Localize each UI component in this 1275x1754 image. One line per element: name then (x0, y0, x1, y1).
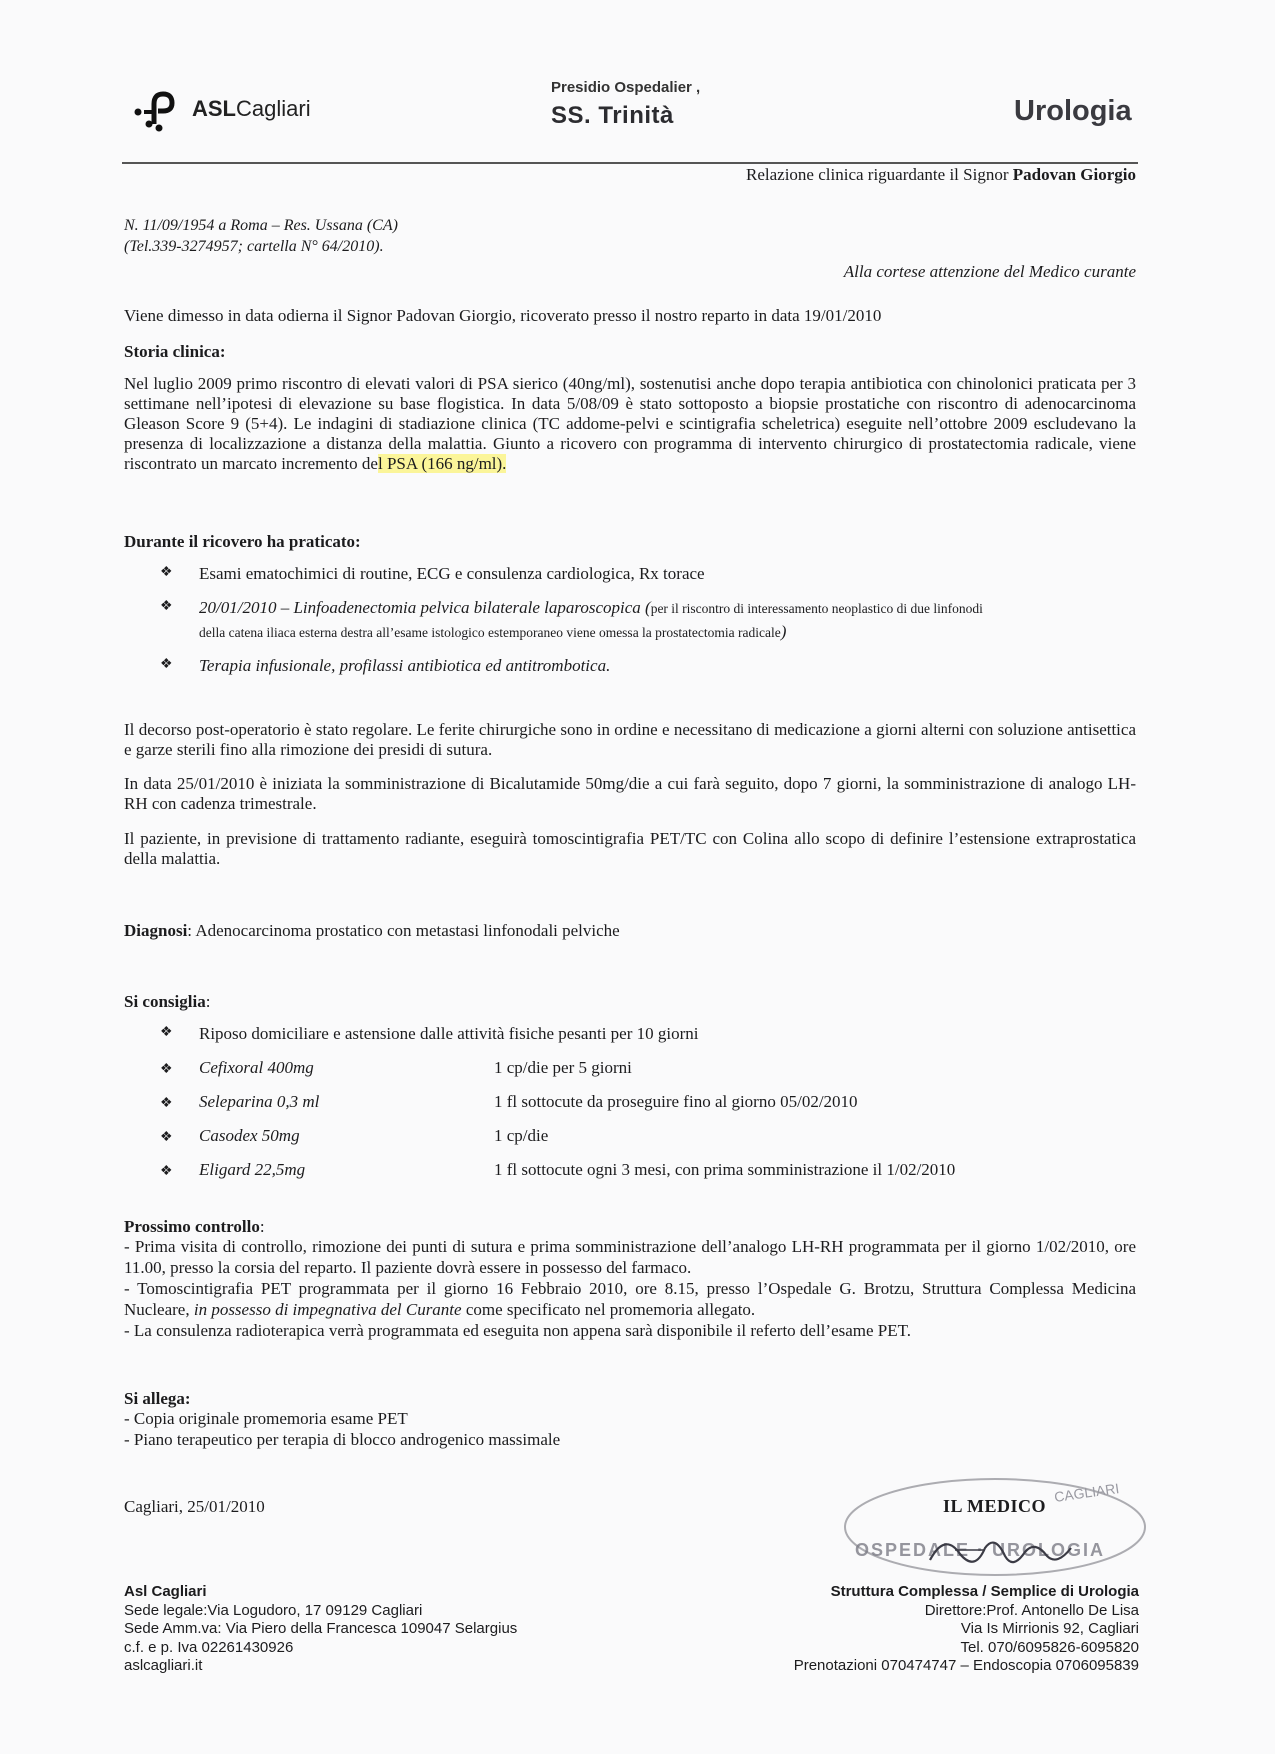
place-date: Cagliari, 25/01/2010 (124, 1497, 265, 1516)
allega-list: - Copia originale promemoria esame PET - Piano terapeutico per terapia di blocco androgenico massimale (124, 1409, 561, 1449)
header-divider (122, 162, 1138, 164)
footer-asl-info: Asl Cagliari Sede legale:Via Logudoro, 17 09129 Cagliari Sede Amm.va: Via Piero della Francesca 109047 Selargius c.f. e p. Iva 02261430926 aslcagliari.it (124, 1583, 518, 1674)
bullet-icon: ❖ (160, 657, 173, 672)
bullet-icon: ❖ (160, 1062, 173, 1077)
hospital-name: SS. Trinità (551, 102, 674, 129)
prescription-row: ❖ Cefixoral 400mg 1 cp/die per 5 giorni (160, 1058, 632, 1077)
controllo-heading: Prossimo controllo: (124, 1217, 265, 1236)
bullet-icon: ❖ (160, 1164, 173, 1179)
patient-name: Padovan Giorgio (1012, 165, 1136, 184)
psa-highlight: l PSA (166 ng/ml). (377, 454, 507, 473)
asl-logo-icon (130, 82, 186, 138)
attention-line: Alla cortese attenzione del Medico curante (843, 262, 1136, 281)
ricovero-heading: Durante il ricovero ha praticato: (124, 532, 361, 551)
department-title: Urologia (1014, 95, 1132, 127)
discharge-text: Viene dimesso in data odierna il Signor Padovan Giorgio, ricoverato presso il nostro reparto in data 19/01/2010 (124, 306, 882, 325)
svg-text:CAGLIARI: CAGLIARI (1053, 1480, 1121, 1505)
controllo-text: - Prima visita di controllo, rimozione dei punti di sutura e prima somministrazione dell’analogo LH-RH programmata per il giorno 1/02/2010, ore 11.00, presso la corsia del reparto. Il paziente dovrà essere in possesso del farmaco. - Tomoscintigrafia PET programmata per il giorno 16 Febbraio 2010, ore 8.15, presso l’Ospedale G. Brotzu, Struttura Complessa Medicina Nucleare, in possesso di impegnativa del Curante come specificato nel promemoria allegato. - La consulenza radioterapica verrà programmata ed eseguita non appena sarà disponibile il referto dell’esame PET. (124, 1237, 1136, 1340)
footer-urologia-info: Struttura Complessa / Semplice di Urologia Direttore:Prof. Antonello De Lisa Via Is Mirrionis 92, Cagliari Tel. 070/6095826-6095820 Prenotazioni 070474747 – Endoscopia 0706095839 (793, 1583, 1139, 1674)
bullet-icon: ❖ (160, 1096, 173, 1111)
pet-text: Il paziente, in previsione di trattamento radiante, eseguirà tomoscintigrafia PET/TC con Colina allo scopo di definire l’estensione extraprostatica della malattia. (124, 829, 1136, 868)
svg-text:OSPEDALE · UROLOGIA: OSPEDALE · UROLOGIA (855, 1540, 1106, 1560)
presidio-label: Presidio Ospedalier , (551, 79, 701, 96)
bullet-icon: ❖ (160, 565, 173, 580)
hospital-stamp (835, 1472, 1165, 1582)
bullet-icon: ❖ (160, 1130, 173, 1145)
bullet-icon: ❖ (160, 599, 173, 614)
bicalutamide-text: In data 25/01/2010 è iniziata la somministrazione di Bicalutamide 50mg/die a cui farà seguito, dopo 7 giorni, la somministrazione di analogo LH-RH con cadenza trimestrale. (124, 774, 1136, 813)
decorso-text: Il decorso post-operatorio è stato regolare. Le ferite chirurgiche sono in ordine e necessitano di medicazione a giorni alterni con soluzione antisettica e garze sterili fino alla rimozione dei presidi di sutura. (124, 720, 1136, 759)
patient-info: N. 11/09/1954 a Roma – Res. Ussana (CA) (Tel.339-3274957; cartella N° 64/2010). (124, 217, 398, 255)
logo-text: ASLCagliari (192, 96, 311, 121)
report-subject: Relazione clinica riguardante il Signor Padovan Giorgio (746, 165, 1136, 184)
consiglia-heading: Si consiglia: (124, 992, 211, 1011)
prescription-row: ❖ Casodex 50mg 1 cp/die (160, 1126, 549, 1145)
bullet-icon: ❖ (160, 1025, 173, 1040)
prescription-row: ❖ Seleparina 0,3 ml 1 fl sottocute da proseguire fino al giorno 05/02/2010 (160, 1092, 858, 1111)
storia-heading: Storia clinica: (124, 342, 226, 361)
signature-title: IL MEDICO (943, 1496, 1047, 1516)
diagnosis: Diagnosi: Adenocarcinoma prostatico con metastasi linfonodali pelviche (124, 921, 620, 940)
document-page: ASLCagliari Presidio Ospedalier , SS. Trinità Urologia Relazione clinica riguardante il Signor Padovan Giorgio N. 11/09/1954 a Roma – Res. Ussana (CA) (Tel.339-3274957; cartella N° 64/2010). Alla cortese attenzione del Medico curante Viene dimesso in data odierna il Signor Padovan Giorgio, ricoverato presso il nostro reparto in data 19/01/2010 Storia clinica: Nel luglio 2009 primo riscontro di elevati valori di PSA sierico (40ng/ml), sostenutisi anche dopo terapia antibiotica con chinolonici praticata per 3 settimane nell’ipotesi di elevazione su base flogistica. In data 5/08/09 è stato sottoposto a biopsie prostatiche con riscontro di adenocarcinoma Gleason Score 9 (5+4). Le indagini di stadiazione clinica (TC addome-pelvi e scintigrafia scheletrica) eseguite nell’ottobre 2009 escludevano la presenza di localizzazione a distanza della malattia. Giunto a ricovero con programma di intervento chirurgico di prostatectomia radicale, viene riscontrato un marcato incremento del PSA (166 ng/ml). Durante il ricovero ha praticato: ❖ Esami ematochimici di routine, ECG e consulenza cardiologica, Rx torace ❖ 20/01/2010 – Linfoadenectomia pelvica bilaterale laparoscopica (per il riscontro di interessamento neoplastico di due linfonodi della catena iliaca esterna destra all’esame istologico estemporaneo viene omessa la prostatectomia radicale) ❖ Terapia infusionale, profilassi antibiotica ed antitrombotica. Il decorso post-operatorio è stato regolare. Le ferite chirurgiche sono in ordine e necessitano di medicazione a giorni alterni con soluzione antisettica e garze sterili fino alla rimozione dei presidi di sutura. In data 25/01/2010 è iniziata la somministrazione di Bicalutamide 50mg/die a cui farà seguito, dopo 7 giorni, la somministrazione di analogo LH-RH con cadenza trimestrale. Il paziente, in previsione di trattamento radiante, eseguirà tomoscintigrafia PET/TC con Colina allo scopo di definire l’estensione extraprostatica della malattia. Diagnosi: Adenocarcinoma prostatico con metastasi linfonodali pelviche Si consiglia: ❖ Riposo domiciliare e astensione dalle attività fisiche pesanti per 10 giorni ❖ Cefixoral 400mg 1 cp/die per 5 giorni ❖ Seleparina 0,3 ml 1 fl sottocute da proseguire fino al giorno 05/02/2010 ❖ Casodex 50mg 1 cp/die ❖ Eligard 22,5mg 1 fl sottocute ogni 3 mesi, con prima somministrazione il 1/02/2010 Prossimo controllo: - Prima visita di controllo, rimozione dei punti di sutura e prima somministrazione dell’analogo LH-RH programmata per il giorno 1/02/2010, ore 11.00, presso la corsia del reparto. Il paziente dovrà essere in possesso del farmaco. - Tomoscintigrafia PET programmata per il giorno 16 Febbraio 2010, ore 8.15, presso l’Ospedale G. Brotzu, Struttura Complessa Medicina Nucleare, in possesso di impegnativa del Curante come specificato nel promemoria allegato. - La consulenza radioterapica verrà programmata ed eseguita non appena sarà disponibile il referto dell’esame PET. Si allega: - Copia originale promemoria esame PET - Piano terapeutico per terapia di blocco androgenico massimale Cagliari, 25/01/2010 CAGLIARI OSPEDALE · UROLOGIA IL MEDICO Asl Cagliari Sede legale:Via Logudoro, 17 09129 Cagliari Sede Amm.va: Via Piero della Francesca 109047 Selargius c.f. e p. Iva 02261430926 aslcagliari.it Struttura Complessa / Semplice di Urologia Direttore:Prof. Antonello De Lisa Via Is Mirrionis 92, Cagliari Tel. 070/6095826-6095820 Prenotazioni 070474747 – Endoscopia 0706095839 (0, 0, 1275, 1754)
prescription-row: ❖ Eligard 22,5mg 1 fl sottocute ogni 3 mesi, con prima somministrazione il 1/02/2010 (160, 1160, 956, 1179)
storia-text: Nel luglio 2009 primo riscontro di elevati valori di PSA sierico (40ng/ml), sostenutisi anche dopo terapia antibiotica con chinolonici praticata per 3 settimane nell’ipotesi di elevazione su base flogistica. In data 5/08/09 è stato sottoposto a biopsie prostatiche con riscontro di adenocarcinoma Gleason Score 9 (5+4). Le indagini di stadiazione clinica (TC addome-pelvi e scintigrafia scheletrica) eseguite nell’ottobre 2009 escludevano la presenza di localizzazione a distanza della malattia. Giunto a ricovero con programma di intervento chirurgico di prostatectomia radicale, viene riscontrato un marcato incremento del PSA (166 ng/ml). (124, 374, 1136, 473)
allega-heading: Si allega: (124, 1389, 191, 1408)
asl-logo (130, 82, 340, 142)
stamp-graphic (835, 1472, 1165, 1582)
